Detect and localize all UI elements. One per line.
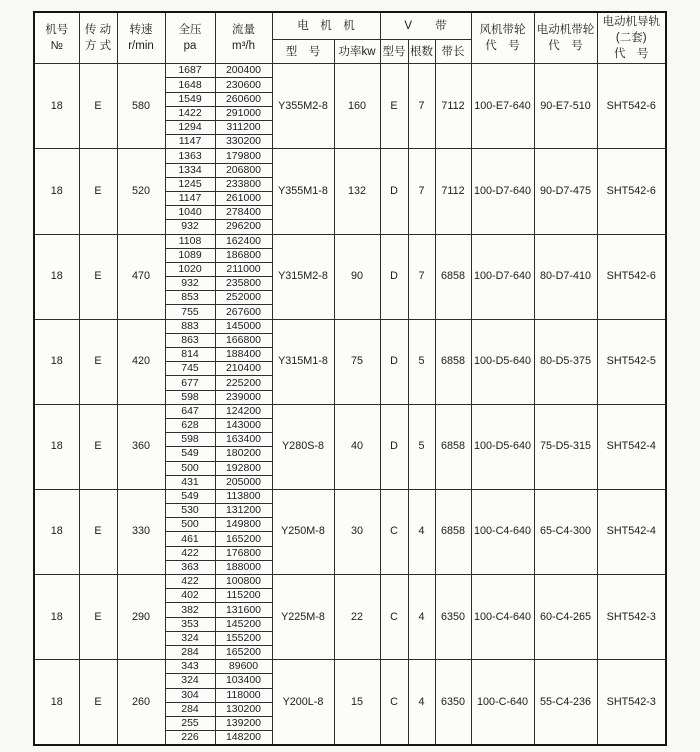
cell-flow: 311200 xyxy=(215,121,272,135)
cell-pressure: 814 xyxy=(165,348,215,362)
col-header-flow: 流量 m³/h xyxy=(215,12,272,64)
cell-motor-pulley-code: 55-C4-236 xyxy=(534,660,597,746)
cell-motor-power: 15 xyxy=(334,660,380,746)
cell-pressure: 284 xyxy=(165,645,215,659)
cell-motor-power: 30 xyxy=(334,489,380,574)
cell-belt-model: D xyxy=(380,234,408,319)
cell-drive-mode: E xyxy=(79,319,117,404)
cell-pressure: 530 xyxy=(165,504,215,518)
cell-fan-pulley-code: 100-C4-640 xyxy=(471,489,534,574)
col-header-motor-rail: 电动机导轨 (二套) 代 号 xyxy=(597,12,666,64)
spec-table-header xyxy=(34,12,666,64)
cell-speed: 330 xyxy=(117,489,165,574)
cell-motor-power: 90 xyxy=(334,234,380,319)
cell-machine-no: 18 xyxy=(34,404,79,489)
cell-motor-pulley-code: 80-D7-410 xyxy=(534,234,597,319)
cell-flow: 176800 xyxy=(215,546,272,560)
cell-belt-count: 5 xyxy=(408,404,435,489)
cell-pressure: 1147 xyxy=(165,135,215,149)
cell-motor-pulley-code: 75-D5-315 xyxy=(534,404,597,489)
cell-motor-pulley-code: 60-C4-265 xyxy=(534,575,597,660)
cell-drive-mode: E xyxy=(79,575,117,660)
cell-belt-count: 5 xyxy=(408,319,435,404)
cell-machine-no: 18 xyxy=(34,575,79,660)
cell-pressure: 1294 xyxy=(165,121,215,135)
cell-pressure: 402 xyxy=(165,589,215,603)
cell-flow: 131600 xyxy=(215,603,272,617)
cell-flow: 205000 xyxy=(215,475,272,489)
cell-pressure: 431 xyxy=(165,475,215,489)
cell-flow: 100800 xyxy=(215,575,272,589)
cell-rail-code: SHT542-6 xyxy=(597,234,666,319)
cell-flow: 165200 xyxy=(215,645,272,659)
col-header-motor-model: 型 号 xyxy=(272,40,334,64)
cell-flow: 148200 xyxy=(215,731,272,746)
cell-machine-no: 18 xyxy=(34,319,79,404)
cell-flow: 260600 xyxy=(215,92,272,106)
cell-drive-mode: E xyxy=(79,404,117,489)
cell-motor-model: Y315M1-8 xyxy=(272,319,334,404)
cell-flow: 179800 xyxy=(215,149,272,163)
cell-flow: 165200 xyxy=(215,532,272,546)
cell-motor-power: 22 xyxy=(334,575,380,660)
cell-motor-model: Y200L-8 xyxy=(272,660,334,746)
col-header-vbelt-group: V 带 xyxy=(380,12,471,40)
cell-flow: 103400 xyxy=(215,674,272,688)
cell-pressure: 353 xyxy=(165,617,215,631)
col-header-drive-mode: 传 动 方 式 xyxy=(79,12,117,64)
col-header-fan-pulley: 风机带轮 代 号 xyxy=(471,12,534,64)
cell-pressure: 324 xyxy=(165,674,215,688)
cell-pressure: 343 xyxy=(165,660,215,674)
cell-rail-code: SHT542-5 xyxy=(597,319,666,404)
cell-belt-model: D xyxy=(380,404,408,489)
cell-motor-pulley-code: 65-C4-300 xyxy=(534,489,597,574)
cell-belt-model: C xyxy=(380,575,408,660)
col-header-speed: 转速 r/min xyxy=(117,12,165,64)
cell-motor-model: Y280S-8 xyxy=(272,404,334,489)
spec-table-body xyxy=(34,64,666,746)
cell-flow: 230600 xyxy=(215,78,272,92)
cell-flow: 225200 xyxy=(215,376,272,390)
cell-motor-model: Y225M-8 xyxy=(272,575,334,660)
cell-pressure: 628 xyxy=(165,418,215,432)
cell-pressure: 304 xyxy=(165,688,215,702)
col-header-vbelt-model: 型号 xyxy=(380,40,408,64)
cell-pressure: 647 xyxy=(165,404,215,418)
cell-pressure: 1687 xyxy=(165,64,215,78)
cell-pressure: 461 xyxy=(165,532,215,546)
cell-belt-length: 6858 xyxy=(435,234,471,319)
cell-pressure: 863 xyxy=(165,333,215,347)
cell-flow: 239000 xyxy=(215,390,272,404)
cell-flow: 113800 xyxy=(215,489,272,503)
cell-flow: 149800 xyxy=(215,518,272,532)
cell-pressure: 324 xyxy=(165,631,215,645)
cell-belt-model: D xyxy=(380,149,408,234)
cell-speed: 580 xyxy=(117,64,165,149)
cell-pressure: 755 xyxy=(165,305,215,319)
cell-rail-code: SHT542-4 xyxy=(597,489,666,574)
cell-pressure: 1549 xyxy=(165,92,215,106)
cell-flow: 115200 xyxy=(215,589,272,603)
spec-row xyxy=(34,234,666,248)
cell-motor-power: 75 xyxy=(334,319,380,404)
cell-pressure: 1363 xyxy=(165,149,215,163)
cell-fan-pulley-code: 100-D7-640 xyxy=(471,149,534,234)
cell-flow: 166800 xyxy=(215,333,272,347)
cell-motor-power: 132 xyxy=(334,149,380,234)
cell-speed: 260 xyxy=(117,660,165,746)
cell-belt-count: 4 xyxy=(408,575,435,660)
cell-speed: 470 xyxy=(117,234,165,319)
cell-flow: 131200 xyxy=(215,504,272,518)
col-header-motor-group: 电 机 机 xyxy=(272,12,380,40)
cell-motor-model: Y355M1-8 xyxy=(272,149,334,234)
cell-belt-model: C xyxy=(380,489,408,574)
cell-rail-code: SHT542-3 xyxy=(597,575,666,660)
cell-pressure: 932 xyxy=(165,277,215,291)
cell-flow: 139200 xyxy=(215,716,272,730)
cell-flow: 188000 xyxy=(215,560,272,574)
cell-belt-length: 6858 xyxy=(435,489,471,574)
cell-pressure: 500 xyxy=(165,518,215,532)
cell-pressure: 226 xyxy=(165,731,215,746)
cell-fan-pulley-code: 100-D5-640 xyxy=(471,319,534,404)
cell-belt-count: 7 xyxy=(408,64,435,149)
cell-pressure: 422 xyxy=(165,575,215,589)
spec-row xyxy=(34,575,666,589)
cell-speed: 360 xyxy=(117,404,165,489)
cell-pressure: 422 xyxy=(165,546,215,560)
cell-speed: 290 xyxy=(117,575,165,660)
cell-pressure: 363 xyxy=(165,560,215,574)
cell-drive-mode: E xyxy=(79,149,117,234)
cell-drive-mode: E xyxy=(79,234,117,319)
cell-pressure: 1040 xyxy=(165,206,215,220)
cell-drive-mode: E xyxy=(79,660,117,746)
col-header-motor-pulley: 电动机带轮 代 号 xyxy=(534,12,597,64)
cell-belt-length: 7112 xyxy=(435,149,471,234)
cell-belt-length: 7112 xyxy=(435,64,471,149)
cell-drive-mode: E xyxy=(79,489,117,574)
cell-fan-pulley-code: 100-D7-640 xyxy=(471,234,534,319)
cell-pressure: 745 xyxy=(165,362,215,376)
cell-rail-code: SHT542-3 xyxy=(597,660,666,746)
cell-pressure: 1334 xyxy=(165,163,215,177)
cell-belt-length: 6858 xyxy=(435,319,471,404)
cell-pressure: 932 xyxy=(165,220,215,234)
spec-row xyxy=(34,404,666,418)
fan-spec-table xyxy=(33,11,667,746)
cell-flow: 211000 xyxy=(215,262,272,276)
cell-flow: 252000 xyxy=(215,291,272,305)
cell-flow: 155200 xyxy=(215,631,272,645)
cell-belt-length: 6858 xyxy=(435,404,471,489)
cell-flow: 261000 xyxy=(215,191,272,205)
cell-pressure: 549 xyxy=(165,489,215,503)
col-header-vbelt-length: 带长 xyxy=(435,40,471,64)
cell-flow: 210400 xyxy=(215,362,272,376)
cell-rail-code: SHT542-4 xyxy=(597,404,666,489)
cell-rail-code: SHT542-6 xyxy=(597,149,666,234)
cell-flow: 124200 xyxy=(215,404,272,418)
cell-fan-pulley-code: 100-D5-640 xyxy=(471,404,534,489)
cell-pressure: 284 xyxy=(165,702,215,716)
cell-pressure: 500 xyxy=(165,461,215,475)
cell-flow: 130200 xyxy=(215,702,272,716)
spec-row xyxy=(34,489,666,503)
cell-flow: 89600 xyxy=(215,660,272,674)
cell-fan-pulley-code: 100-C-640 xyxy=(471,660,534,746)
cell-drive-mode: E xyxy=(79,64,117,149)
cell-motor-pulley-code: 90-E7-510 xyxy=(534,64,597,149)
cell-belt-length: 6350 xyxy=(435,575,471,660)
cell-machine-no: 18 xyxy=(34,149,79,234)
cell-flow: 192800 xyxy=(215,461,272,475)
cell-belt-model: C xyxy=(380,660,408,746)
cell-flow: 163400 xyxy=(215,433,272,447)
cell-machine-no: 18 xyxy=(34,489,79,574)
cell-speed: 420 xyxy=(117,319,165,404)
cell-motor-model: Y250M-8 xyxy=(272,489,334,574)
cell-flow: 200400 xyxy=(215,64,272,78)
cell-belt-count: 7 xyxy=(408,149,435,234)
col-header-pressure: 全压 pa xyxy=(165,12,215,64)
cell-pressure: 598 xyxy=(165,390,215,404)
cell-belt-count: 7 xyxy=(408,234,435,319)
cell-flow: 235800 xyxy=(215,277,272,291)
cell-pressure: 1245 xyxy=(165,177,215,191)
spec-row xyxy=(34,660,666,674)
cell-flow: 162400 xyxy=(215,234,272,248)
cell-motor-pulley-code: 80-D5-375 xyxy=(534,319,597,404)
cell-pressure: 382 xyxy=(165,603,215,617)
cell-flow: 267600 xyxy=(215,305,272,319)
cell-fan-pulley-code: 100-C4-640 xyxy=(471,575,534,660)
cell-belt-model: D xyxy=(380,319,408,404)
cell-fan-pulley-code: 100-E7-640 xyxy=(471,64,534,149)
col-header-motor-power: 功率kw xyxy=(334,40,380,64)
cell-motor-power: 40 xyxy=(334,404,380,489)
cell-flow: 143000 xyxy=(215,418,272,432)
cell-flow: 278400 xyxy=(215,206,272,220)
cell-belt-model: E xyxy=(380,64,408,149)
cell-rail-code: SHT542-6 xyxy=(597,64,666,149)
cell-speed: 520 xyxy=(117,149,165,234)
cell-flow: 180200 xyxy=(215,447,272,461)
cell-pressure: 883 xyxy=(165,319,215,333)
cell-pressure: 1648 xyxy=(165,78,215,92)
cell-pressure: 598 xyxy=(165,433,215,447)
cell-flow: 145200 xyxy=(215,617,272,631)
cell-flow: 145000 xyxy=(215,319,272,333)
cell-belt-count: 4 xyxy=(408,489,435,574)
cell-motor-model: Y355M2-8 xyxy=(272,64,334,149)
cell-flow: 233800 xyxy=(215,177,272,191)
cell-pressure: 1108 xyxy=(165,234,215,248)
spec-row xyxy=(34,149,666,163)
cell-machine-no: 18 xyxy=(34,64,79,149)
cell-pressure: 853 xyxy=(165,291,215,305)
cell-flow: 330200 xyxy=(215,135,272,149)
spec-row xyxy=(34,64,666,78)
cell-pressure: 1089 xyxy=(165,248,215,262)
cell-belt-count: 4 xyxy=(408,660,435,746)
cell-pressure: 1020 xyxy=(165,262,215,276)
cell-flow: 186800 xyxy=(215,248,272,262)
cell-flow: 118000 xyxy=(215,688,272,702)
cell-motor-model: Y315M2-8 xyxy=(272,234,334,319)
cell-flow: 188400 xyxy=(215,348,272,362)
cell-motor-power: 160 xyxy=(334,64,380,149)
cell-flow: 296200 xyxy=(215,220,272,234)
cell-pressure: 255 xyxy=(165,716,215,730)
col-header-machine-no: 机号 № xyxy=(34,12,79,64)
col-header-vbelt-count: 根数 xyxy=(408,40,435,64)
cell-flow: 206800 xyxy=(215,163,272,177)
cell-belt-length: 6350 xyxy=(435,660,471,746)
cell-pressure: 549 xyxy=(165,447,215,461)
cell-flow: 291000 xyxy=(215,106,272,120)
cell-machine-no: 18 xyxy=(34,234,79,319)
cell-pressure: 1422 xyxy=(165,106,215,120)
spec-row xyxy=(34,319,666,333)
cell-pressure: 1147 xyxy=(165,191,215,205)
cell-motor-pulley-code: 90-D7-475 xyxy=(534,149,597,234)
cell-machine-no: 18 xyxy=(34,660,79,746)
cell-pressure: 677 xyxy=(165,376,215,390)
